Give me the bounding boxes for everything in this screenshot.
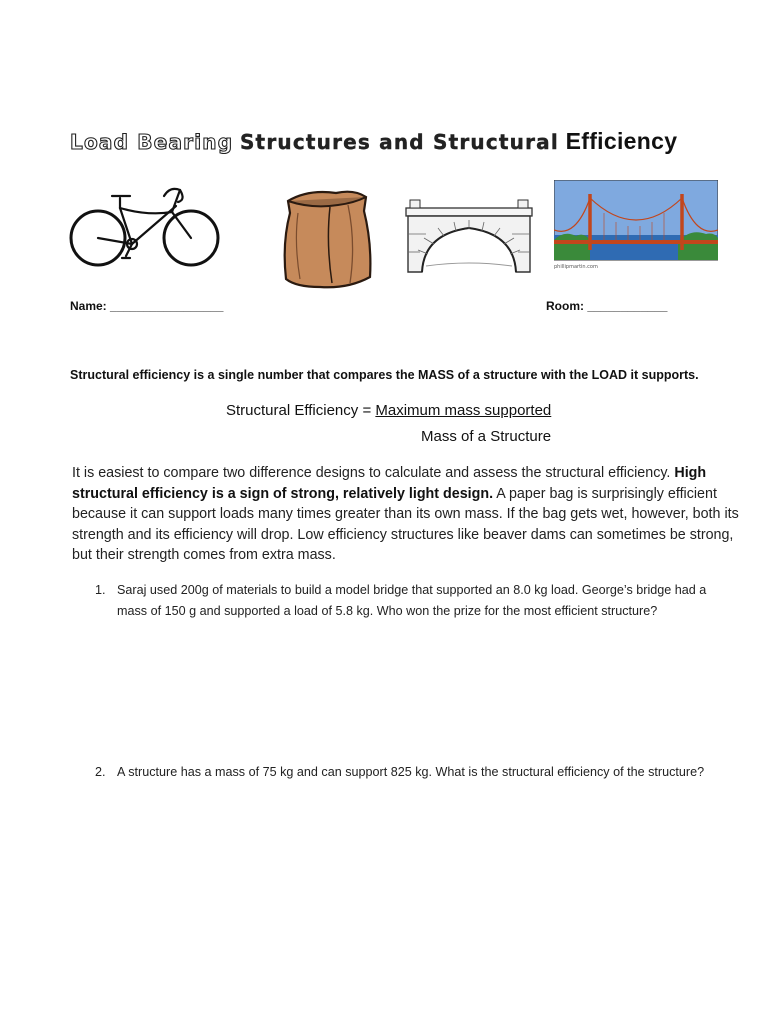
paragraph-sentence-1: It is easiest to compare two difference designs to calculate and assess the structural efficiency. <box>72 465 675 481</box>
explanation-paragraph <box>72 463 752 566</box>
question-text: A structure has a mass of 75 kg and can support 825 kg. What is the structural efficiency of the structure? <box>117 765 705 779</box>
bicycle-illustration <box>68 178 223 278</box>
paper-bag-illustration <box>278 183 378 291</box>
title-part-2: Structures and Structural <box>239 130 559 154</box>
formula-denominator: Mass of a Structure <box>421 428 552 445</box>
question-1 <box>95 580 735 622</box>
intro-sentence: Structural efficiency is a single number that compares the MASS of a structure with the LOAD it supports. <box>70 368 699 382</box>
title-part-1: Load Bearing <box>70 130 234 154</box>
formula-numerator: Maximum mass supported <box>375 402 552 419</box>
suspension-bridge-illustration <box>554 180 718 270</box>
paragraph-bold-sentence: High structural efficiency is a sign of strong, relatively light design. <box>72 465 707 502</box>
bridge-credit-text: phillipmartin.com <box>554 264 598 270</box>
formula <box>226 402 551 419</box>
page-title <box>70 128 750 155</box>
question-number: 1. <box>95 583 106 597</box>
name-field-label: Name: _________________ <box>70 299 224 313</box>
title-part-3: Efficiency <box>565 128 678 154</box>
stone-arch-bridge-illustration <box>404 194 534 276</box>
room-field-label: Room: ____________ <box>546 299 668 313</box>
question-number: 2. <box>95 765 106 779</box>
question-2 <box>95 762 735 783</box>
formula-lhs: Structural Efficiency = <box>226 402 376 419</box>
question-text: Saraj used 200g of materials to build a model bridge that supported an 8.0 kg load. George’s bridge had a mass of 150 g and supported a load of 5.8 kg. Who won the prize for the most efficient structure? <box>117 583 707 618</box>
paragraph-rest: A paper bag is surprisingly efficient because it can support loads many times greater than its own mass. If the bag gets wet, however, both its strength and its efficiency will drop. Low efficiency structures like beaver dams can sometimes be strong, but their strength comes from extra mass. <box>72 485 739 563</box>
